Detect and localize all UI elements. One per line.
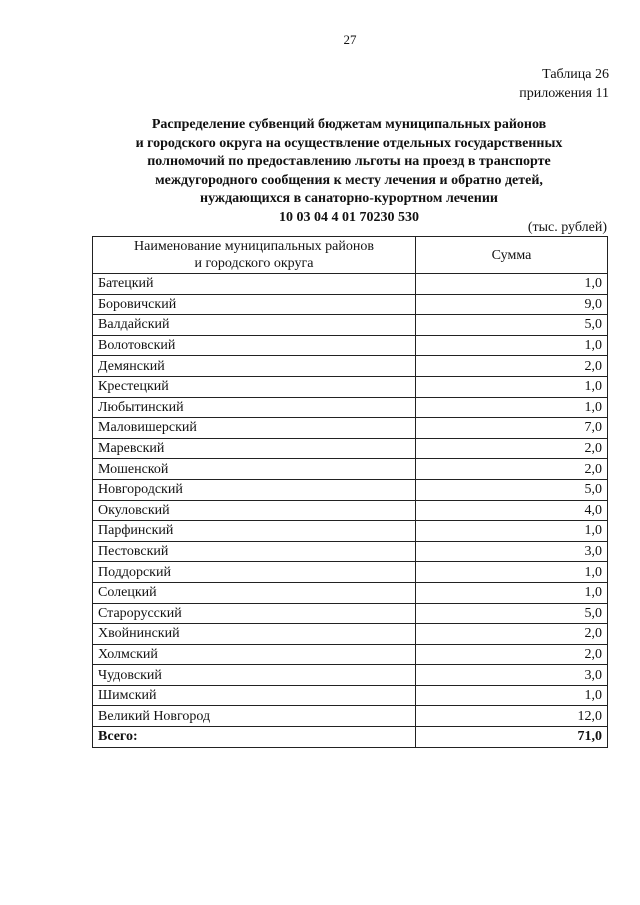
appendix-number: приложения 11 [519, 86, 609, 101]
district-name-cell: Демянский [93, 356, 416, 377]
total-amount-cell: 71,0 [416, 727, 608, 748]
table-row [93, 356, 608, 377]
amount-cell: 5,0 [416, 315, 608, 336]
table-number: Таблица 26 [542, 67, 609, 82]
column-header-sum: Сумма [416, 237, 608, 274]
table-row [93, 315, 608, 336]
column-header-name-line2: и городского округа [194, 256, 314, 271]
district-name-cell: Парфинский [93, 521, 416, 542]
table-row [93, 335, 608, 356]
title-line: и городского округа на осуществление отдельных государственных [135, 135, 563, 151]
district-name-cell: Крестецкий [93, 376, 416, 397]
amount-cell: 1,0 [416, 376, 608, 397]
district-name-cell: Чудовский [93, 665, 416, 686]
amount-cell: 5,0 [416, 479, 608, 500]
table-row [93, 459, 608, 480]
units-label: (тыс. рублей) [527, 220, 607, 235]
table-reference [519, 65, 609, 103]
table-row [93, 479, 608, 500]
district-name-cell: Новгородский [93, 479, 416, 500]
amount-cell: 7,0 [416, 418, 608, 439]
budget-code: 10 03 04 4 01 70230 530 [279, 209, 419, 225]
amount-cell: 4,0 [416, 500, 608, 521]
table-row [93, 644, 608, 665]
amount-cell: 2,0 [416, 624, 608, 645]
table-row [93, 418, 608, 439]
table-row [93, 685, 608, 706]
district-name-cell: Великий Новгород [93, 706, 416, 727]
table-row [93, 541, 608, 562]
column-header-name-line1: Наименование муниципальных районов [134, 239, 374, 254]
amount-cell: 1,0 [416, 521, 608, 542]
table-row [93, 603, 608, 624]
column-header-name [93, 237, 416, 274]
district-name-cell: Шимский [93, 685, 416, 706]
title-line: Распределение субвенций бюджетам муниципальных районов [151, 117, 547, 132]
amount-cell: 1,0 [416, 397, 608, 418]
amount-cell: 1,0 [416, 335, 608, 356]
table-row [93, 500, 608, 521]
district-name-cell: Валдайский [93, 315, 416, 336]
amount-cell: 2,0 [416, 459, 608, 480]
title-line: междугородного сообщения к месту лечения и обратно детей, [155, 172, 543, 188]
district-name-cell: Боровичский [93, 294, 416, 315]
amount-cell: 2,0 [416, 356, 608, 377]
table-row [93, 562, 608, 583]
subvention-table [92, 236, 608, 748]
table-row [93, 438, 608, 459]
district-name-cell: Маревский [93, 438, 416, 459]
title-line: полномочий по предоставлению льготы на проезд в транспорте [147, 154, 551, 169]
amount-cell: 12,0 [416, 706, 608, 727]
district-name-cell: Волотовский [93, 335, 416, 356]
page-number: 27 [343, 32, 357, 47]
table-row [93, 582, 608, 603]
amount-cell: 5,0 [416, 603, 608, 624]
total-row [93, 727, 608, 748]
amount-cell: 3,0 [416, 541, 608, 562]
district-name-cell: Окуловский [93, 500, 416, 521]
table-row [93, 706, 608, 727]
amount-cell: 1,0 [416, 685, 608, 706]
district-name-cell: Любытинский [93, 397, 416, 418]
amount-cell: 1,0 [416, 274, 608, 295]
total-label-cell: Всего: [93, 727, 416, 748]
table-row [93, 665, 608, 686]
amount-cell: 1,0 [416, 562, 608, 583]
document-title [90, 116, 608, 227]
amount-cell: 3,0 [416, 665, 608, 686]
table-body [93, 274, 608, 748]
table-row [93, 397, 608, 418]
district-name-cell: Солецкий [93, 582, 416, 603]
table-row [93, 274, 608, 295]
district-name-cell: Мошенской [93, 459, 416, 480]
table-row [93, 521, 608, 542]
district-name-cell: Хвойнинский [93, 624, 416, 645]
amount-cell: 2,0 [416, 438, 608, 459]
district-name-cell: Маловишерский [93, 418, 416, 439]
district-name-cell: Батецкий [93, 274, 416, 295]
district-name-cell: Пестовский [93, 541, 416, 562]
table-row [93, 376, 608, 397]
district-name-cell: Холмский [93, 644, 416, 665]
amount-cell: 1,0 [416, 582, 608, 603]
amount-cell: 2,0 [416, 644, 608, 665]
title-line: нуждающихся в санаторно-курортном лечении [200, 191, 498, 206]
district-name-cell: Старорусский [93, 603, 416, 624]
district-name-cell: Поддорский [93, 562, 416, 583]
amount-cell: 9,0 [416, 294, 608, 315]
table-row [93, 294, 608, 315]
table-header-row [93, 237, 608, 274]
table-row [93, 624, 608, 645]
